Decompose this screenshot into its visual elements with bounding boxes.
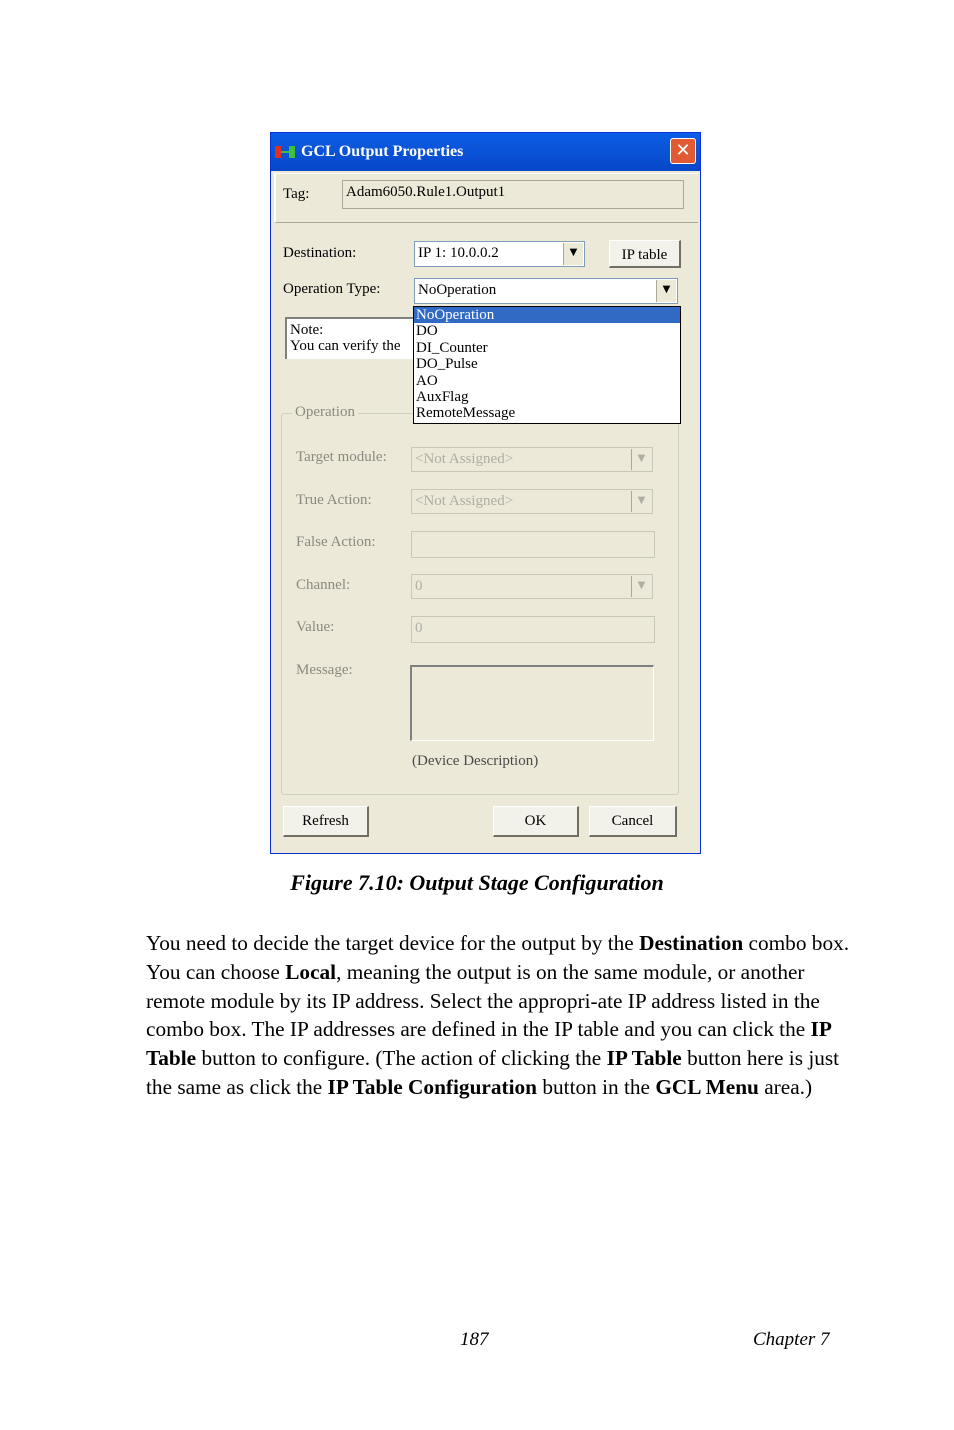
destination-combo[interactable] <box>414 241 585 267</box>
chevron-down-icon[interactable]: ▼ <box>631 449 651 470</box>
target-module-value: <Not Assigned> <box>415 451 514 467</box>
chevron-down-icon[interactable]: ▼ <box>631 576 651 597</box>
chevron-down-icon[interactable]: ▼ <box>631 491 651 512</box>
body-paragraph <box>146 929 856 1102</box>
dropdown-option[interactable]: RemoteMessage <box>416 405 516 422</box>
chapter-label: Chapter 7 <box>753 1329 830 1350</box>
message-label: Message: <box>296 662 353 678</box>
ip-table-button[interactable]: IP table <box>609 240 681 268</box>
para-bold: Destination <box>639 931 744 955</box>
target-module-combo[interactable] <box>411 447 653 472</box>
true-action-combo[interactable] <box>411 489 653 514</box>
operation-type-combo[interactable] <box>414 278 678 304</box>
title-bar[interactable] <box>271 133 700 171</box>
operation-type-value: NoOperation <box>418 282 497 298</box>
note-heading: Note: <box>290 322 324 338</box>
device-description: (Device Description) <box>412 753 539 769</box>
app-icon <box>275 144 295 160</box>
false-action-input[interactable] <box>411 531 655 558</box>
target-module-label: Target module: <box>296 449 387 465</box>
channel-combo[interactable] <box>411 574 653 599</box>
value-input[interactable]: 0 <box>411 616 655 643</box>
para-bold: Local <box>285 959 337 984</box>
para-text: , meaning the output is on the same module, or another remote module by its IP address. Select the appropri-ate IP address listed in the combo box. The IP addresses are defined in the IP table and you can click the <box>146 959 820 1042</box>
dropdown-option[interactable]: DI_Counter <box>416 339 488 356</box>
dropdown-option[interactable]: AuxFlag <box>416 388 469 405</box>
chevron-down-icon[interactable]: ▼ <box>563 243 583 265</box>
para-text: button to configure. (The action of clicking the <box>196 1046 607 1071</box>
figure-caption: Figure 7.10: Output Stage Configuration <box>290 870 664 895</box>
operation-type-label: Operation Type: <box>283 281 381 297</box>
dropdown-option[interactable]: AO <box>416 372 438 389</box>
dropdown-option[interactable]: DO <box>416 323 438 340</box>
true-action-value: <Not Assigned> <box>415 493 514 509</box>
tag-field[interactable]: Adam6050.Rule1.Output1 <box>342 180 684 209</box>
dropdown-option[interactable]: DO_Pulse <box>416 356 478 373</box>
refresh-button[interactable]: Refresh <box>283 806 369 837</box>
para-bold: IP Table <box>146 1017 831 1071</box>
true-action-label: True Action: <box>296 492 372 508</box>
operation-type-dropdown-list[interactable] <box>413 306 681 424</box>
dropdown-option[interactable]: NoOperation <box>414 307 680 323</box>
para-text: area.) <box>758 1074 813 1099</box>
para-bold: GCL Menu <box>655 1074 759 1099</box>
para-text: button in the <box>537 1074 656 1099</box>
tag-label: Tag: <box>283 186 310 202</box>
destination-value: IP 1: 10.0.0.2 <box>418 245 499 261</box>
destination-label: Destination: <box>283 245 357 261</box>
cancel-button[interactable]: Cancel <box>589 806 677 837</box>
channel-value: 0 <box>415 578 423 594</box>
channel-label: Channel: <box>296 577 351 593</box>
value-label: Value: <box>296 619 335 635</box>
para-text: combo box. You can choose <box>146 931 850 984</box>
para-text: You need to decide the target device for the output by the <box>146 931 640 955</box>
close-icon[interactable]: ✕ <box>670 138 696 164</box>
ok-button[interactable]: OK <box>493 806 579 837</box>
note-text: You can verify the <box>290 338 401 354</box>
false-action-label: False Action: <box>296 534 376 550</box>
dialog-title: GCL Output Properties <box>301 143 464 160</box>
gcl-output-properties-dialog <box>270 132 701 854</box>
page-number: 187 <box>460 1329 489 1350</box>
para-text: button here is just the same as click the <box>146 1046 840 1099</box>
note-box <box>285 317 413 359</box>
chevron-down-icon[interactable]: ▼ <box>656 280 676 302</box>
para-bold: IP Table <box>606 1046 682 1071</box>
para-bold: IP Table Configuration <box>327 1074 538 1099</box>
message-textarea[interactable] <box>410 665 654 741</box>
operation-group-legend: Operation <box>292 404 358 421</box>
